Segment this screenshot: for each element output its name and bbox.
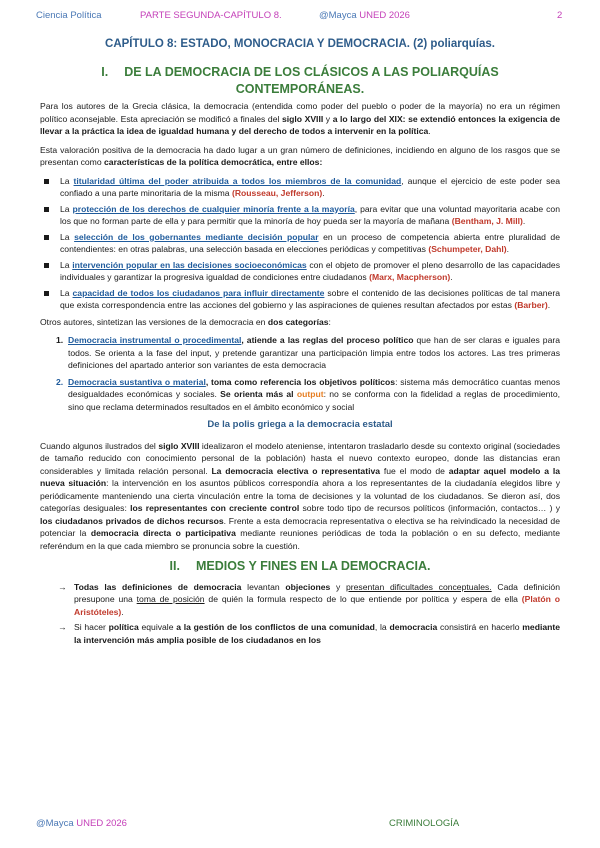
section-2-title: MEDIOS Y FINES EN LA DEMOCRACIA. (195, 559, 431, 573)
paragraph-characteristics: Esta valoración positiva de la democracia ha dado lugar a un gran número de definiciones, incidiendo en alguno de los rasgos que se presentan como características de la política democrática, entre ellos: (40, 144, 560, 167)
list-item: La selección de los gobernantes mediante decisión popular en un proceso de competencia abierta entre pluralidad de contendientes: en otras palabras, una selección basada en elecciones periódicas y competitivas (Schumpeter, Dahl). (40, 231, 560, 256)
section-2-heading (40, 560, 560, 573)
footer-subject: CRIMINOLOGÍA (389, 818, 460, 829)
chapter-title: CAPÍTULO 8: ESTADO, MONOCRACIA Y DEMOCRACIA. (2) poliarquías. (105, 38, 495, 50)
page-footer (0, 818, 600, 832)
arrow-icon: → (58, 622, 67, 632)
section-1-title: DE LA DEMOCRACIA DE LOS CLÁSICOS A LAS POLIARQUÍAS CONTEMPORÁNEAS. (124, 65, 499, 96)
list-item: La intervención popular en las decisiones socioeconómicas con el objeto de promover el pleno desarrollo de las capacidades individuales y garantizar la progresiva igualdad de condiciones entre ciudadanos (Marx, Macpherson). (40, 259, 560, 284)
section-2-number: II. (169, 559, 180, 573)
section-1-number: I. (101, 65, 109, 79)
categories-list (40, 334, 560, 413)
list-item: → Todas las definiciones de democracia levantan objeciones y presentan dificultades conceptuales. Cada definición presupone una toma de posición de quién la formula respecto de lo que entiende por política y espera de ella (Platón o Aristóteles). (58, 581, 561, 617)
header-brand: @Mayca UNED 2026 (319, 10, 410, 21)
category-item-instrumental: 1. Democracia instrumental o procedimental, atiende a las reglas del proceso político que han de ser claras e iguales para todos. Se orienta a la fase del input, y pretende garantizar una participación limpia entre todos los actores. Las tres primeras definiciones del apartado anterior son variantes de esta democracia (56, 335, 560, 370)
characteristics-list (40, 175, 560, 312)
list-item: La protección de los derechos de cualquier minoría frente a la mayoría, para evitar que una voluntad mayoritaria acabe con los que no forman parte de ella y para permitir que la minoría de hoy pueda ser la mayoría de mañana (Bentham, J. Mill). (40, 203, 560, 228)
section-1-heading (60, 64, 540, 98)
paragraph-categories: Otros autores, sintetizan las versiones de la democracia en dos categorías: (40, 316, 331, 327)
paragraph-polis: Cuando algunos ilustrados del siglo XVIII idealizaron el modelo ateniense, intentaron trasladarlo desde su contexto original (sociedades de tamaño reducido con conocimiento personal de la población) hasta el nuevo contexto europeo, donde las distancias eran considerables y limitada relación personal. La democracia electiva o representativa fue el modo de adaptar aquel modelo a la nueva situación: la intervención en los asuntos públicos correspondía ahora a los representantes de la ciudadanía elegidos libre y periódicamente manteniendo una cierta vinculación entre la toma de decisiones y la voluntad de los ciudadanos. Se dieron así, dos categorías desiguales: los representantes con creciente control sobre todo tipo de recursos políticos (información, contactos… ) y los ciudadanos privados de dichos recursos. Frente a esta democracia representativa o electiva se ha reivindicado la necesidad de potenciar la democracia directa o participativa mediante reuniones periódicas de toda la población o en su defecto, mediante referéndum en la que cada miembro se pronuncia sobre la cuestión. (40, 440, 561, 551)
arrow-icon: → (58, 581, 67, 592)
subheading: De la polis griega a la democracia estatal (207, 419, 393, 430)
paragraph-intro: Para los autores de la Grecia clásica, la democracia (entendida como poder del pueblo o poder de la mayoría) no era un régimen político aconsejable. Esta apreciación se modificó a finales del siglo XVIII y a lo largo del XIX: se extendió entonces la exigencia de llevar a la práctica la idea de igualdad humana y del derecho de todos a intervenir en la política. (40, 101, 560, 136)
category-item-sustantiva: 2. Democracia sustantiva o material, toma como referencia los objetivos políticos: sistema más democrático cuantas menos desigualdades económicas y sociales. Se orienta más al output: no se conforma con la fidelidad a reglas de procedimiento, sino que reclama determinados resultados en el ámbito económico y social (56, 376, 560, 412)
page-number: 2 (557, 10, 563, 21)
page-header (0, 10, 600, 26)
list-item: → Si hacer política equivale a la gestión de los conflictos de una comunidad, la democracia consistirá en hacerlo mediante la intervención más amplia posible de los ciudadanos en los (58, 622, 561, 645)
header-chapter: PARTE SEGUNDA-CAPÍTULO 8. (140, 10, 282, 21)
document-body (40, 100, 560, 649)
footer-brand: @Mayca UNED 2026 (36, 818, 127, 829)
header-subject: Ciencia Política (36, 10, 102, 21)
arrow-list (40, 581, 560, 647)
list-item: La capacidad de todos los ciudadanos para influir directamente sobre el contenido de las decisiones políticas de tal manera que exista correspondencia entre las acciones del gobierno y las aspiraciones de quienes resultan afectados por estas (Barber). (40, 287, 560, 312)
list-item: La titularidad última del poder atribuida a todos los miembros de la comunidad, aunque el ejercicio de este poder sea confiado a una parte minoritaria de la misma (Rousseau, Jefferson). (40, 175, 560, 200)
